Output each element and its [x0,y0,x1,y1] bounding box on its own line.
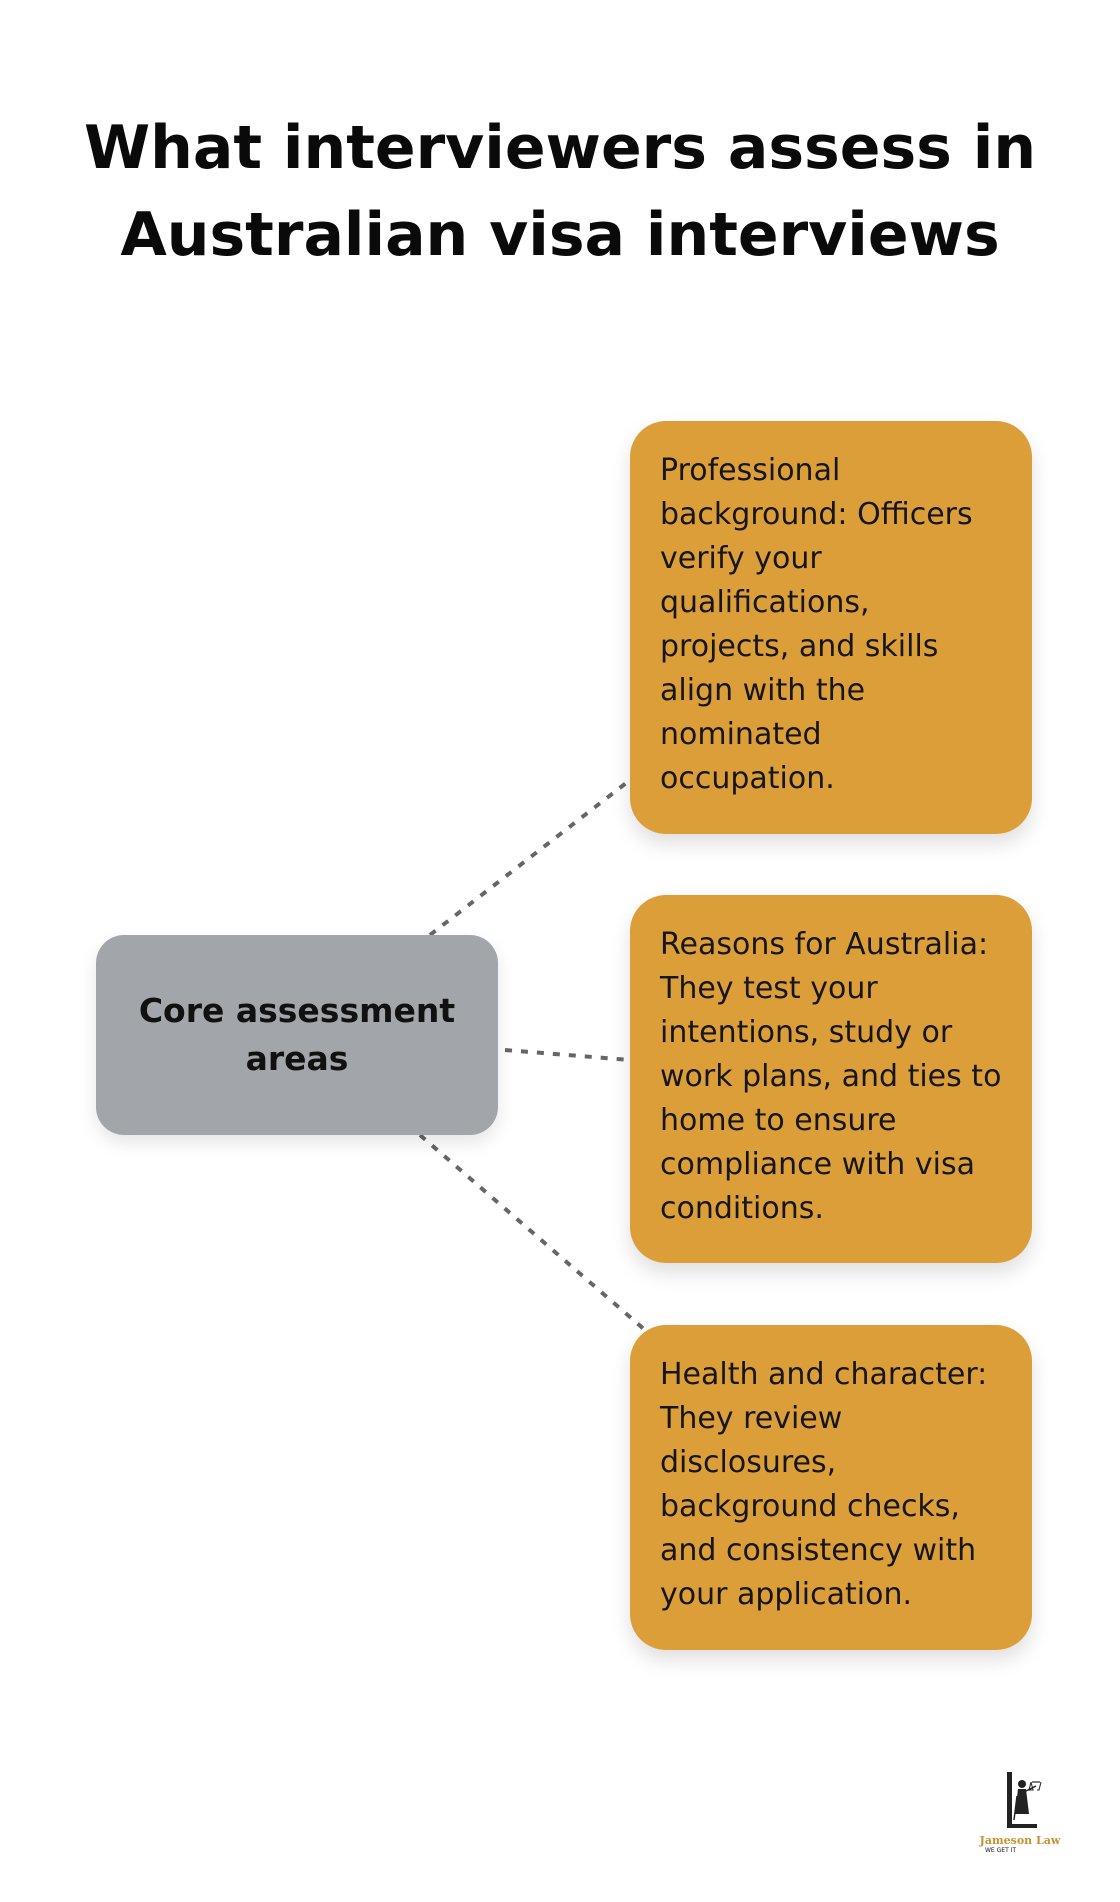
jameson-law-logo [975,1770,1065,1880]
connector-line-1 [430,780,630,935]
core-assessment-hub [96,935,498,1135]
page-title-line-2: Australian visa interviews [120,200,1000,270]
page-title-line-1: What interviewers assess in [83,113,1037,183]
connector-line-3 [420,1135,645,1330]
card-professional-background [630,421,1032,834]
hub-label: Core assessment areas [138,991,456,1078]
card-text: Professional background: Officers verify your qualifications, projects, and skills align with the nominated occupation. [660,453,973,796]
logo-name: Jameson Law [979,1834,1061,1847]
card-text: Reasons for Australia: They test your intentions, study or work plans, and ties to home to ensure compliance with visa conditions. [660,927,1002,1226]
connector-line-2 [505,1050,630,1060]
lady-justice-icon [998,1770,1042,1832]
card-reasons-for-australia [630,895,1032,1263]
card-health-and-character [630,1325,1032,1650]
card-text: Health and character: They review disclosures, background checks, and consistency with your application. [660,1357,988,1612]
logo-tagline: WE GET IT [985,1847,1017,1854]
